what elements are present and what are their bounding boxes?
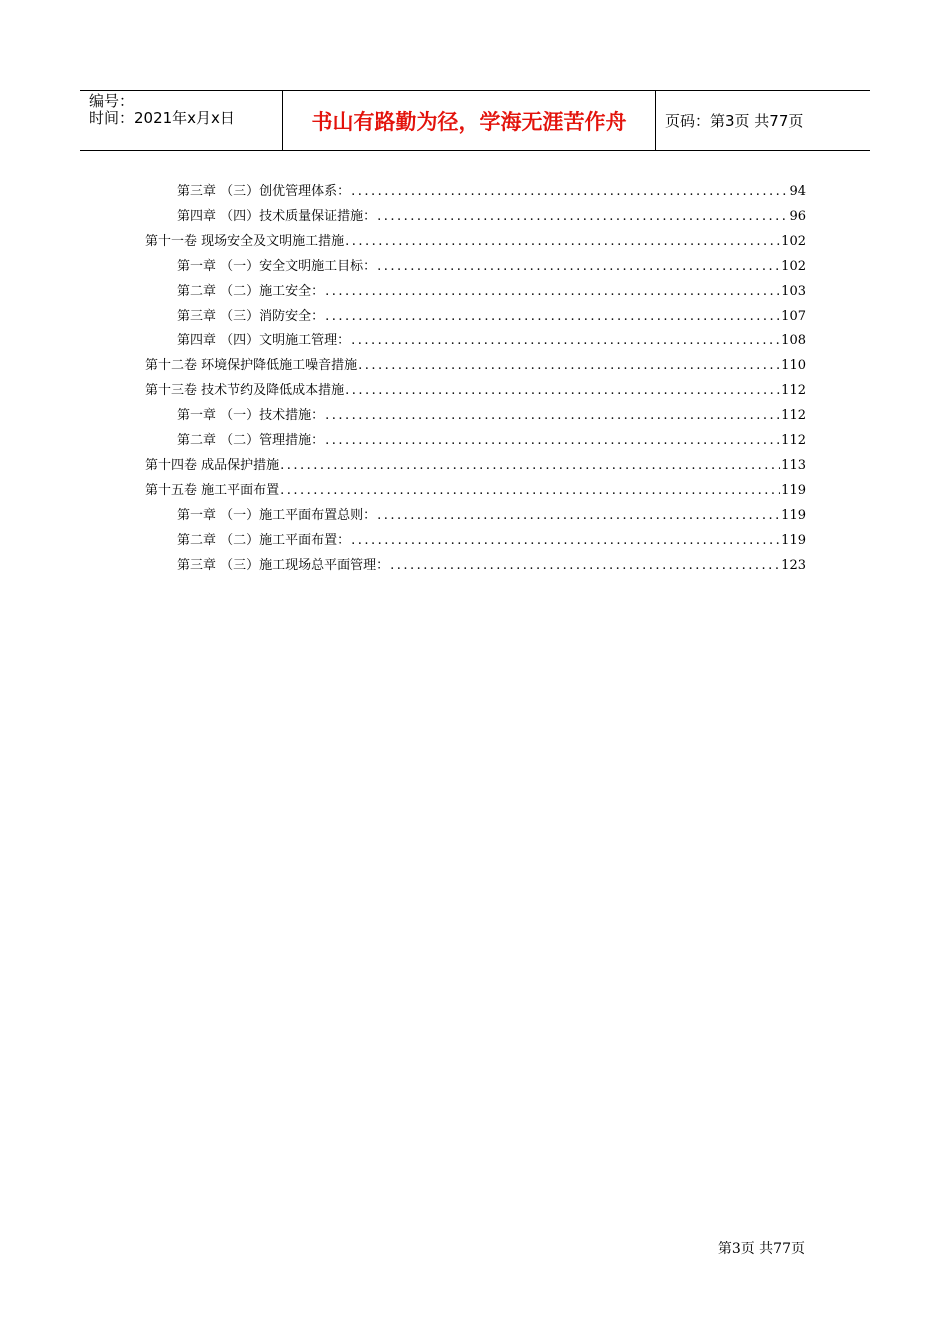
toc-leader-dots (280, 458, 780, 474)
toc-entry[interactable] (177, 408, 806, 424)
toc-entry[interactable] (177, 259, 806, 275)
toc-entry-title: 第四章 （四）文明施工管理： (177, 333, 351, 349)
toc-entry[interactable] (177, 433, 806, 449)
toc-entry[interactable] (145, 458, 806, 474)
toc-entry-page: 119 (781, 507, 806, 523)
toc-leader-dots (377, 259, 780, 275)
toc-leader-dots (325, 309, 780, 325)
page-header (80, 90, 870, 151)
toc-entry-title: 第十二卷 环境保护降低施工噪音措施 (145, 358, 358, 374)
toc-entry-page: 108 (781, 333, 806, 349)
toc-entry-title: 第四章 （四）技术质量保证措施： (177, 208, 377, 224)
toc-entry[interactable] (145, 358, 806, 374)
toc-entry-title: 第十四卷 成品保护措施 (145, 457, 280, 473)
toc-entry-page: 102 (781, 233, 806, 249)
toc-entry[interactable] (177, 284, 806, 300)
toc-entry[interactable] (145, 483, 806, 499)
toc-entry-title: 第二章 （二）施工安全： (177, 283, 325, 299)
toc-leader-dots (351, 533, 780, 549)
header-meta (80, 91, 283, 150)
toc-leader-dots (325, 284, 780, 300)
toc-entry-title: 第十一卷 现场安全及文明施工措施 (145, 233, 345, 249)
header-page-label: 页码：第3页 共77页 (665, 112, 804, 130)
page-footer: 第3页 共77页 (717, 1241, 805, 1257)
toc-leader-dots (325, 433, 780, 449)
toc-entry-page: 123 (781, 557, 806, 573)
toc-entry-title: 第三章 （三）创优管理体系： (177, 184, 351, 199)
toc-leader-dots (390, 558, 780, 574)
toc-entry-title: 第一章 （一）技术措施： (177, 408, 325, 424)
toc-entry-title: 第二章 （二）施工平面布置： (177, 532, 351, 548)
toc-entry[interactable] (145, 234, 806, 250)
toc-entry[interactable] (177, 184, 806, 200)
toc-entry[interactable] (177, 209, 806, 225)
toc-entry-page: 112 (781, 408, 806, 424)
toc-entry-page: 107 (781, 308, 806, 324)
toc-leader-dots (377, 209, 788, 225)
toc-entry-page: 110 (781, 358, 806, 374)
toc-leader-dots (345, 383, 780, 399)
header-motto: 书山有路勤为径，学海无涯苦作舟 (283, 91, 656, 150)
toc-leader-dots (351, 333, 780, 349)
toc-leader-dots (358, 358, 780, 374)
toc-entry[interactable] (145, 383, 806, 399)
toc-leader-dots (280, 483, 780, 499)
date-label: 时间：2021年x月x日 (89, 109, 235, 127)
toc-entry-title: 第十三卷 技术节约及降低成本措施 (145, 383, 345, 399)
toc-entry[interactable] (177, 508, 806, 524)
toc-entry[interactable] (177, 533, 806, 549)
toc-entry[interactable] (177, 558, 806, 574)
toc-leader-dots (351, 184, 788, 200)
toc-entry-title: 第二章 （二）管理措施： (177, 433, 325, 448)
toc-entry-page: 96 (789, 208, 806, 224)
toc-entry-page: 94 (789, 184, 806, 199)
toc-entry-page: 119 (781, 532, 806, 548)
toc-leader-dots (345, 234, 780, 250)
toc-entry[interactable] (177, 333, 806, 349)
toc-entry-page: 103 (781, 283, 806, 299)
toc-entry-page: 112 (781, 433, 806, 448)
toc-entry[interactable] (177, 309, 806, 325)
toc-entry-title: 第一章 （一）安全文明施工目标： (177, 258, 377, 274)
toc-leader-dots (377, 508, 780, 524)
toc-entry-title: 第十五卷 施工平面布置 (145, 482, 280, 498)
number-label: 编号： (89, 92, 135, 110)
toc-entry-page: 112 (781, 383, 806, 399)
toc-entry-title: 第三章 （三）消防安全： (177, 308, 325, 324)
toc-entry-title: 第三章 （三）施工现场总平面管理： (177, 557, 390, 573)
toc-leader-dots (325, 408, 780, 424)
toc-entry-page: 119 (781, 482, 806, 498)
toc-entry-page: 102 (781, 258, 806, 274)
toc-entry-title: 第一章 （一）施工平面布置总则： (177, 507, 377, 523)
toc-entry-page: 113 (781, 457, 806, 473)
